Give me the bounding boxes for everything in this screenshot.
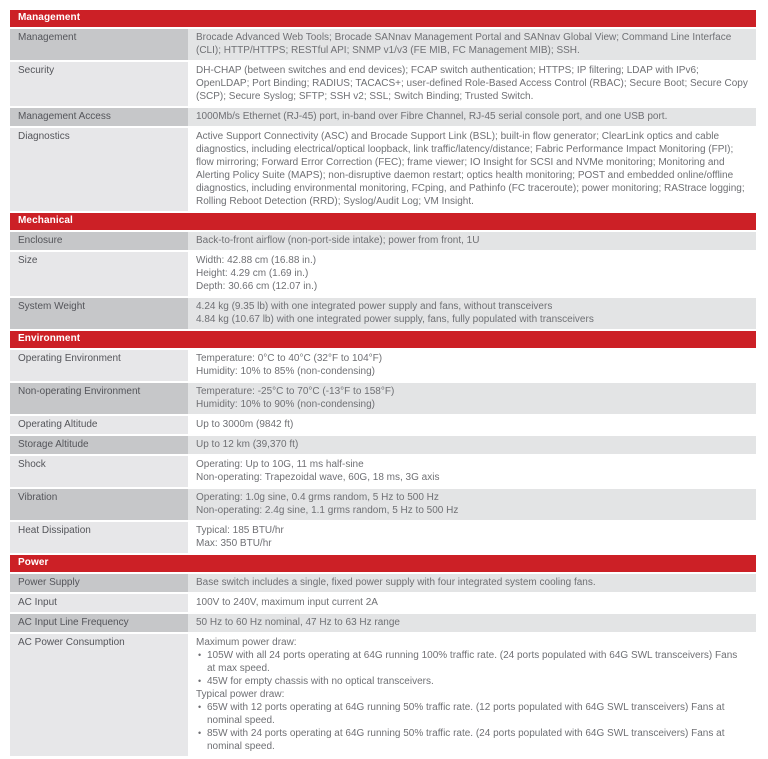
spec-row-label: Shock (10, 456, 188, 487)
spec-value-bullet-line: • 65W with 12 ports operating at 64G running 50% traffic rate. (12 ports populated with 64G SWL transceivers) Fans at nominal speed. (196, 701, 748, 727)
spec-value-line: 4.24 kg (9.35 lb) with one integrated power supply and fans, without transceivers (196, 301, 553, 312)
spec-value-line: Temperature: 0°C to 40°C (32°F to 104°F) (196, 353, 383, 364)
spec-value-bullet-line: • 85W with 24 ports operating at 64G running 50% traffic rate. (24 ports populated with 64G SWL transceivers) Fans at nominal speed. (196, 727, 748, 753)
spec-row-label: Power Supply (10, 574, 188, 592)
spec-row-value (188, 594, 756, 612)
spec-row-value (188, 350, 756, 381)
spec-value-line: Width: 42.88 cm (16.88 in.) (196, 255, 317, 266)
spec-row-value (188, 383, 756, 414)
spec-row (10, 634, 756, 756)
spec-row-value (188, 252, 756, 296)
spec-row-value (188, 456, 756, 487)
spec-row-value (188, 298, 756, 329)
section-header-power: Power (10, 555, 756, 572)
section-header-mechanical: Mechanical (10, 213, 756, 230)
spec-value-line: Non-operating: 2.4g sine, 1.1 grms random, 5 Hz to 500 Hz (196, 505, 459, 516)
spec-row (10, 614, 756, 632)
spec-value-line: Operating: 1.0g sine, 0.4 grms random, 5 Hz to 500 Hz (196, 492, 439, 503)
spec-row-value (188, 574, 756, 592)
spec-row-label: Heat Dissipation (10, 522, 188, 553)
spec-row (10, 383, 756, 414)
spec-row-label: Vibration (10, 489, 188, 520)
spec-row (10, 489, 756, 520)
spec-row (10, 232, 756, 250)
spec-row-value (188, 436, 756, 454)
spec-row-value (188, 62, 756, 106)
spec-row (10, 252, 756, 296)
spec-row-value (188, 522, 756, 553)
spec-value-line: Up to 12 km (39,370 ft) (196, 439, 299, 450)
spec-row (10, 574, 756, 592)
spec-row (10, 416, 756, 434)
spec-value-line: Non-operating: Trapezoidal wave, 60G, 18 ms, 3G axis (196, 472, 440, 483)
spec-row (10, 436, 756, 454)
spec-value-line: Maximum power draw: (196, 637, 297, 648)
spec-value-line: 1000Mb/s Ethernet (RJ-45) port, in-band over Fibre Channel, RJ-45 serial console port, and one USB port. (196, 111, 668, 122)
spec-row-label: Operating Altitude (10, 416, 188, 434)
spec-row-label: Management Access (10, 108, 188, 126)
spec-table (10, 10, 756, 758)
spec-row-label: Storage Altitude (10, 436, 188, 454)
spec-value-line: Humidity: 10% to 85% (non-condensing) (196, 366, 375, 377)
spec-row-label: Diagnostics (10, 128, 188, 211)
spec-row-label: Security (10, 62, 188, 106)
spec-value-line: Depth: 30.66 cm (12.07 in.) (196, 281, 318, 292)
spec-value-bullet-line: • 105W with all 24 ports operating at 64G running 100% traffic rate. (24 ports populated with 64G SWL transceivers) Fans at max speed. (196, 649, 748, 675)
spec-value-line: Typical power draw: (196, 689, 285, 700)
spec-row (10, 522, 756, 553)
spec-value-line: Typical: 185 BTU/hr (196, 525, 284, 536)
section-header-management: Management (10, 10, 756, 27)
spec-row-value (188, 128, 756, 211)
spec-row (10, 298, 756, 329)
spec-value-line: 4.84 kg (10.67 lb) with one integrated power supply, fans, fully populated with transceivers (196, 314, 594, 325)
spec-row (10, 29, 756, 60)
spec-value-line: Temperature: -25°C to 70°C (-13°F to 158°F) (196, 386, 395, 397)
spec-row (10, 456, 756, 487)
spec-value-line: Max: 350 BTU/hr (196, 538, 272, 549)
spec-row-label: AC Input Line Frequency (10, 614, 188, 632)
spec-row (10, 108, 756, 126)
spec-row-label: Enclosure (10, 232, 188, 250)
spec-row-value (188, 614, 756, 632)
spec-row-value (188, 634, 756, 756)
spec-value-line: 50 Hz to 60 Hz nominal, 47 Hz to 63 Hz range (196, 617, 400, 628)
spec-row-value (188, 232, 756, 250)
spec-row (10, 128, 756, 211)
spec-row-label: System Weight (10, 298, 188, 329)
spec-value-line: Humidity: 10% to 90% (non-condensing) (196, 399, 375, 410)
spec-row-label: Non-operating Environment (10, 383, 188, 414)
spec-row-label: AC Power Consumption (10, 634, 188, 756)
spec-row-label: AC Input (10, 594, 188, 612)
spec-value-line: Active Support Connectivity (ASC) and Brocade Support Link (BSL); built-in flow generator; ClearLink optics and cable diagnostics, including electrical/optical loopback, link traffic/latency/distance; Fabric Performance Impact Monitoring (FPI); flow mirroring; Forward Error Correction (FEC); frame viewer; IO Insight for SCSI and NVMe monitoring; Monitoring and Alerting Policy Suite (MAPS); non-disruptive daemon restart; optics health monitoring; POST and embedded online/offline diagnostics, including environmental monitoring, FCping, and Pathinfo (FC traceroute); power monitoring; RAStrace logging; Rolling Reboot Detection (RRD); Syslog/Audit Log; VM Insight. (196, 131, 745, 207)
spec-value-line: 100V to 240V, maximum input current 2A (196, 597, 378, 608)
spec-value-bullet-line: • 45W for empty chassis with no optical transceivers. (196, 675, 748, 688)
spec-value-line: Operating: Up to 10G, 11 ms half-sine (196, 459, 364, 470)
spec-value-line: Height: 4.29 cm (1.69 in.) (196, 268, 309, 279)
spec-value-line: Brocade Advanced Web Tools; Brocade SANnav Management Portal and SANnav Global View; Command Line Interface (CLI); HTTP/HTTPS; RESTful API; SNMP v1/v3 (FE MIB, FC Management MIB); SSH. (196, 32, 732, 56)
spec-row-label: Operating Environment (10, 350, 188, 381)
spec-row-value (188, 29, 756, 60)
spec-row-value (188, 489, 756, 520)
spec-row-label: Management (10, 29, 188, 60)
spec-row (10, 350, 756, 381)
spec-row-value (188, 108, 756, 126)
spec-row-label: Size (10, 252, 188, 296)
spec-value-line: Up to 3000m (9842 ft) (196, 419, 294, 430)
spec-value-line: Back-to-front airflow (non-port-side intake); power from front, 1U (196, 235, 480, 246)
spec-value-line: DH-CHAP (between switches and end devices); FCAP switch authentication; HTTPS; IP filtering; LDAP with IPv6; OpenLDAP; Port Binding; RADIUS; TACACS+; user-defined Role-Based Access Control (RBAC); Secure Boot; Secure Copy (SCP); Secure Syslog; SFTP; SSH v2; SSL; Switch Binding; Trusted Switch. (196, 65, 748, 102)
spec-row (10, 594, 756, 612)
spec-value-line: Base switch includes a single, fixed power supply with four integrated system cooling fans. (196, 577, 596, 588)
spec-row (10, 62, 756, 106)
section-header-environment: Environment (10, 331, 756, 348)
spec-row-value (188, 416, 756, 434)
